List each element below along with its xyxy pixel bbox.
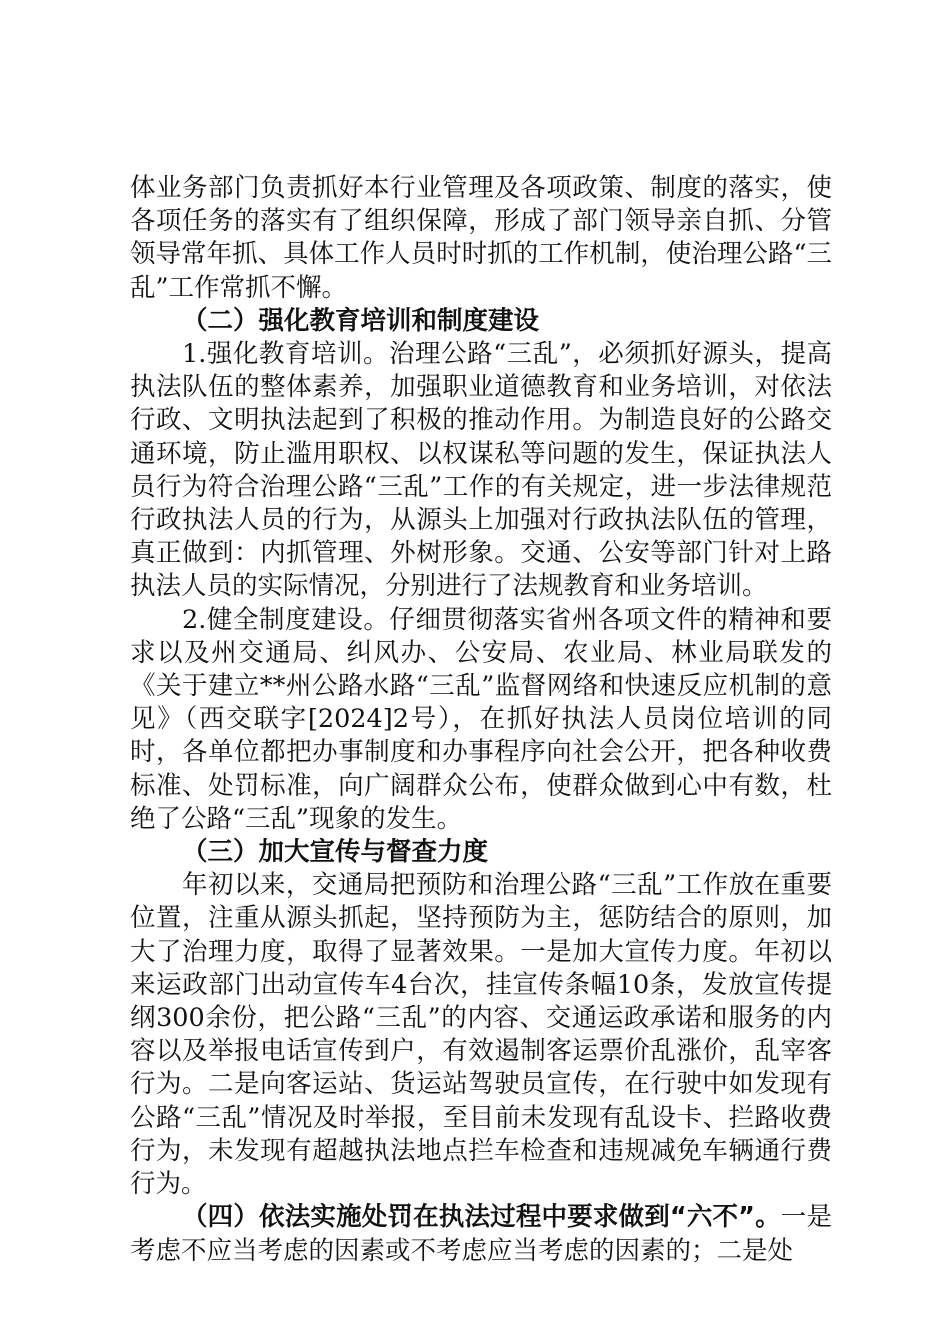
- paragraph-penalty: [130, 1201, 832, 1267]
- paragraph-system-building: 2.健全制度建设。仔细贯彻落实省州各项文件的精神和要求以及州交通局、纠风办、公安局、农业局、林业局联发的《关于建立**州公路水路“三乱”监督网络和快速反应机制的意见》（西交联字[2024]2号），在抓好执法人员岗位培训的同时，各单位都把办事制度和办事程序向社会公开，把各种收费标准、处罚标准，向广阔群众公布，使群众做到心中有数，杜绝了公路“三乱”现象的发生。: [130, 604, 832, 834]
- section-heading-4: （四）依法实施处罚在执法过程中要求做到“六不”。: [182, 1202, 781, 1233]
- section-heading-2: （二）强化教育培训和制度建设: [182, 305, 540, 336]
- paragraph-publicity-supervision: 年初以来，交通局把预防和治理公路“三乱”工作放在重要位置，注重从源头抓起，坚持预防为主，惩防结合的原则，加大了治理力度，取得了显著效果。一是加大宣传力度。年初以来运政部门出动宣传车4台次，挂宣传条幅10条，发放宣传提纲300余份，把公路“三乱”的内容、交通运政承诺和服务的内容以及举报电话宣传到户，有效遏制客运票价乱涨价，乱宰客行为。二是向客运站、货运站驾驶员宣传，在行驶中如发现有公路“三乱”情况及时举报，至目前未发现有乱设卡、拦路收费行为，未发现有超越执法地点拦车检查和违规减免车辆通行费行为。: [130, 870, 832, 1200]
- document-page: [130, 172, 832, 1268]
- paragraph-continuation: 体业务部门负责抓好本行业管理及各项政策、制度的落实，使各项任务的落实有了组织保障，形成了部门领导亲自抓、分管领导常年抓、具体工作人员时时抓的工作机制，使治理公路“三乱”工作常抓不懈。: [130, 173, 832, 303]
- paragraph-education-training: 1.强化教育培训。治理公路“三乱”，必须抓好源头，提高执法队伍的整体素养，加强职业道德教育和业务培训，对依法行政、文明执法起到了积极的推动作用。为制造良好的公路交通环境，防止滥用职权、以权谋私等问题的发生，保证执法人员行为符合治理公路“三乱”工作的有关规定，进一步法律规范行政执法人员的行为，从源头上加强对行政执法队伍的管理，真正做到：内抓管理、外树形象。交通、公安等部门针对上路执法人员的实际情况，分别进行了法规教育和业务培训。: [130, 339, 832, 602]
- paragraph-penalty-text: 一是考虑不应当考虑的因素或不考虑应当考虑的因素的；二是处: [130, 1202, 832, 1266]
- section-heading-3: （三）加大宣传与督查力度: [182, 837, 489, 868]
